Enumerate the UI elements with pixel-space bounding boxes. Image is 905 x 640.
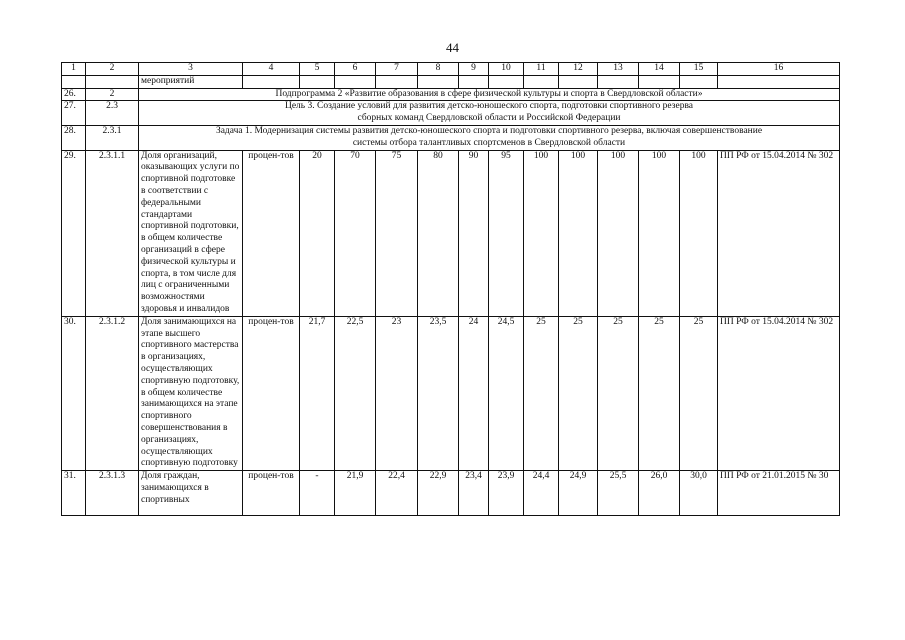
value-cell: 24,5 [489, 316, 524, 470]
value-cell: 75 [376, 150, 418, 316]
indicator-name: Доля организаций, оказывающих услуги по спортивной подготовке в соответствии с федеральными стандартами спортивной подготовки, в общем количестве организаций в сфере физической культуры и спорта, в том числе для лиц с ограниченными возможностями здоровья и инвалидов [139, 150, 243, 316]
value-cell: - [300, 471, 335, 516]
header-row [62, 63, 840, 76]
value-cell: 24 [459, 316, 489, 470]
unit: процен-тов [243, 471, 300, 516]
continuation-text: мероприятий [139, 75, 243, 88]
source-reference: ПП РФ от 21.01.2015 № 30 [718, 471, 840, 516]
row-code: 2 [86, 88, 139, 101]
value-cell: 21,7 [300, 316, 335, 470]
header-cell: 12 [559, 63, 598, 76]
header-cell: 5 [300, 63, 335, 76]
value-cell: 100 [639, 150, 680, 316]
header-cell: 8 [418, 63, 459, 76]
header-cell: 13 [598, 63, 639, 76]
value-cell: 22,4 [376, 471, 418, 516]
value-cell: 90 [459, 150, 489, 316]
table-row-30 [62, 316, 840, 470]
header-cell: 9 [459, 63, 489, 76]
row-code: 2.3 [86, 101, 139, 126]
header-cell: 4 [243, 63, 300, 76]
source-reference: ПП РФ от 15.04.2014 № 302 [718, 316, 840, 470]
row-code: 2.3.1.3 [86, 471, 139, 516]
header-cell: 14 [639, 63, 680, 76]
value-cell: 25 [598, 316, 639, 470]
value-cell: 25 [559, 316, 598, 470]
value-cell: 23 [376, 316, 418, 470]
goal-line-1: Цель 3. Создание условий для развития детско-юношеского спорта, подготовки спортивного резерва [284, 101, 694, 112]
unit: процен-тов [243, 316, 300, 470]
goal-line-2: сборных команд Свердловской области и Российской Федерации [357, 113, 621, 124]
value-cell: 70 [335, 150, 376, 316]
unit: процен-тов [243, 150, 300, 316]
value-cell: 100 [559, 150, 598, 316]
table-row-28 [62, 125, 840, 150]
page-number: 44 [446, 40, 459, 55]
header-cell: 15 [680, 63, 718, 76]
value-cell: 25 [639, 316, 680, 470]
value-cell: 26,0 [639, 471, 680, 516]
value-cell: 100 [598, 150, 639, 316]
source-reference: ПП РФ от 15.04.2014 № 302 [718, 150, 840, 316]
value-cell: 100 [524, 150, 559, 316]
row-number: 29. [62, 150, 86, 316]
subprogram-title: Подпрограмма 2 «Развитие образования в сфере физической культуры и спорта в Свердловской области» [139, 88, 840, 101]
task-text [139, 125, 840, 150]
value-cell: 30,0 [680, 471, 718, 516]
value-cell: 24,9 [559, 471, 598, 516]
header-cell: 3 [139, 63, 243, 76]
task-line-1: Задача 1. Модернизация системы развития детско-юношеского спорта и подготовки спортивного резерва, включая совершенствование [215, 125, 763, 136]
row-code: 2.3.1 [86, 125, 139, 150]
continuation-row [62, 75, 840, 88]
header-cell: 1 [62, 63, 86, 76]
task-line-2: системы отбора талантливых спортсменов в Свердловской области [352, 137, 626, 148]
header-cell: 2 [86, 63, 139, 76]
indicator-name: Доля занимающихся на этапе высшего спортивного мастерства в организациях, осуществляющих спортивную подготовку, в общем количестве занимающихся на этапе спортивного совершенствования в организациях, осуществляющих спортивную подготовку [139, 316, 243, 470]
indicator-name: Доля граждан, занимающихся в спортивных [139, 471, 243, 516]
table-row-31 [62, 471, 840, 516]
value-cell: 25 [680, 316, 718, 470]
goal-text [139, 101, 840, 126]
row-code: 2.3.1.1 [86, 150, 139, 316]
row-number: 31. [62, 471, 86, 516]
table-row-29 [62, 150, 840, 316]
indicators-table [61, 62, 840, 516]
header-cell: 11 [524, 63, 559, 76]
value-cell: 24,4 [524, 471, 559, 516]
value-cell: 100 [680, 150, 718, 316]
value-cell: 80 [418, 150, 459, 316]
header-cell: 16 [718, 63, 840, 76]
value-cell: 25,5 [598, 471, 639, 516]
row-number: 30. [62, 316, 86, 470]
row-code: 2.3.1.2 [86, 316, 139, 470]
value-cell: 95 [489, 150, 524, 316]
header-cell: 10 [489, 63, 524, 76]
value-cell: 22,5 [335, 316, 376, 470]
value-cell: 23,5 [418, 316, 459, 470]
row-number: 28. [62, 125, 86, 150]
table-row-26 [62, 88, 840, 101]
row-number: 27. [62, 101, 86, 126]
value-cell: 22,9 [418, 471, 459, 516]
value-cell: 23,9 [489, 471, 524, 516]
value-cell: 21,9 [335, 471, 376, 516]
value-cell: 25 [524, 316, 559, 470]
row-number: 26. [62, 88, 86, 101]
header-cell: 7 [376, 63, 418, 76]
value-cell: 20 [300, 150, 335, 316]
table-row-27 [62, 101, 840, 126]
value-cell: 23,4 [459, 471, 489, 516]
header-cell: 6 [335, 63, 376, 76]
